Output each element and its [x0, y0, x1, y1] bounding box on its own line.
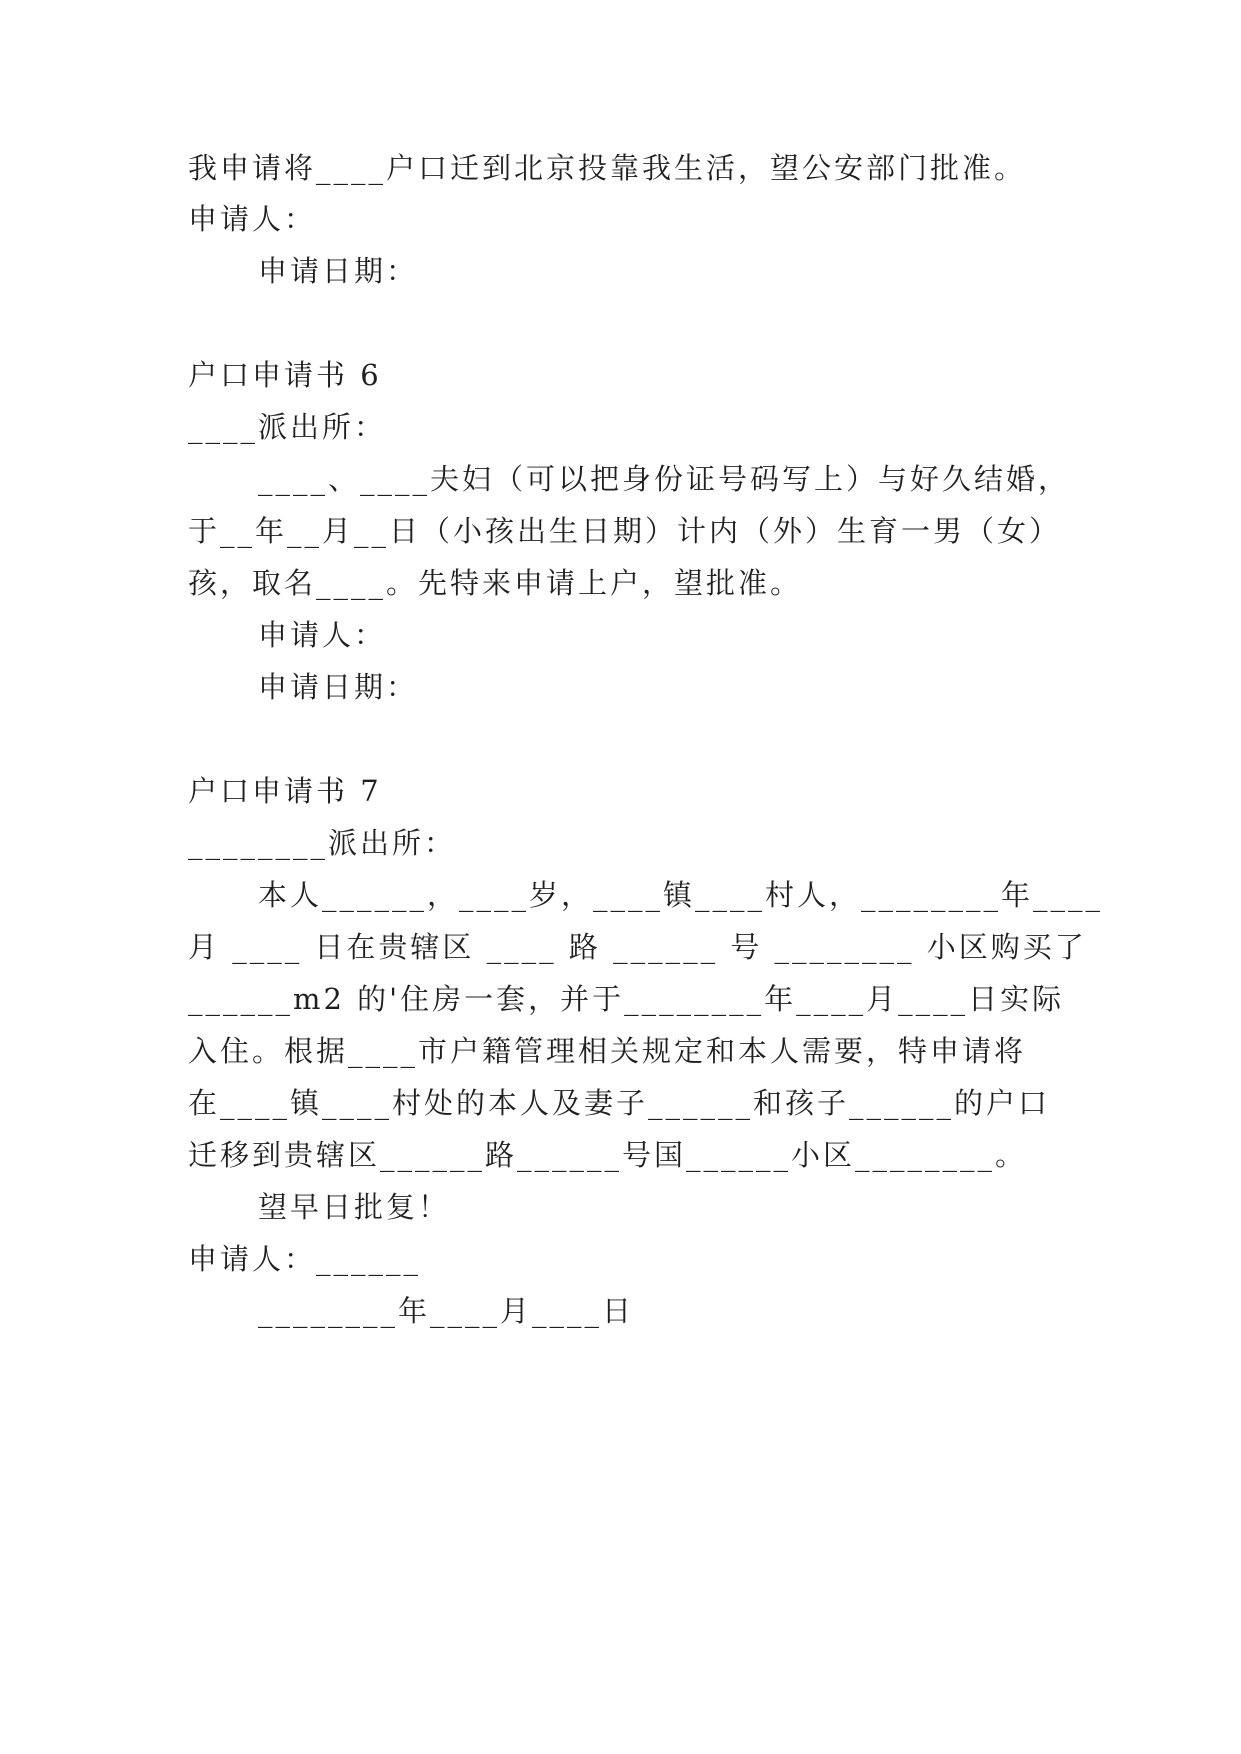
section6-body-line-2: 于__年__月__日（小孩出生日期）计内（外）生育一男（女）: [188, 514, 1062, 548]
section5-applicant-label: 申请人：: [188, 202, 317, 236]
section6-body-line-1: ____、____夫妇（可以把身份证号码写上）与好久结婚，: [258, 462, 1071, 496]
section6-title: 户口申请书 6: [188, 358, 382, 392]
section7-date-line: ________年____月____日: [258, 1294, 635, 1328]
section6-body-line-3: 孩，取名____。先特来申请上户，望批准。: [188, 566, 803, 600]
section7-body-line-1: 本人______，____岁，____镇____村人，________年____: [258, 878, 1104, 912]
section7-title: 户口申请书 7: [188, 774, 382, 808]
section7-body-line-4: 入住。根据____市户籍管理相关规定和本人需要，特申请将: [188, 1034, 1027, 1068]
section7-body-line-5: 在____镇____村处的本人及妻子______和孩子______的户口: [188, 1086, 1051, 1120]
section7-addressee: ________派出所：: [188, 826, 457, 860]
section6-addressee: ____派出所：: [188, 410, 387, 444]
section5-date-label: 申请日期：: [258, 254, 419, 288]
section5-body-line: 我申请将____户口迁到北京投靠我生活，望公安部门批准。: [188, 151, 1027, 185]
section6-applicant-label: 申请人：: [258, 618, 387, 652]
section7-applicant-label: 申请人：______: [188, 1242, 422, 1276]
section7-body-line-6: 迁移到贵辖区______路______号国______小区________。: [188, 1138, 1028, 1172]
section7-body-line-2: 月 ____ 日在贵辖区 ____ 路 ______ 号 ________ 小区购买了: [188, 930, 1087, 964]
section6-date-label: 申请日期：: [258, 670, 419, 704]
section7-closing: 望早日批复！: [258, 1190, 451, 1224]
section7-body-line-3: ______m2 的'住房一套，并于________年____月____日实际: [188, 982, 1065, 1016]
